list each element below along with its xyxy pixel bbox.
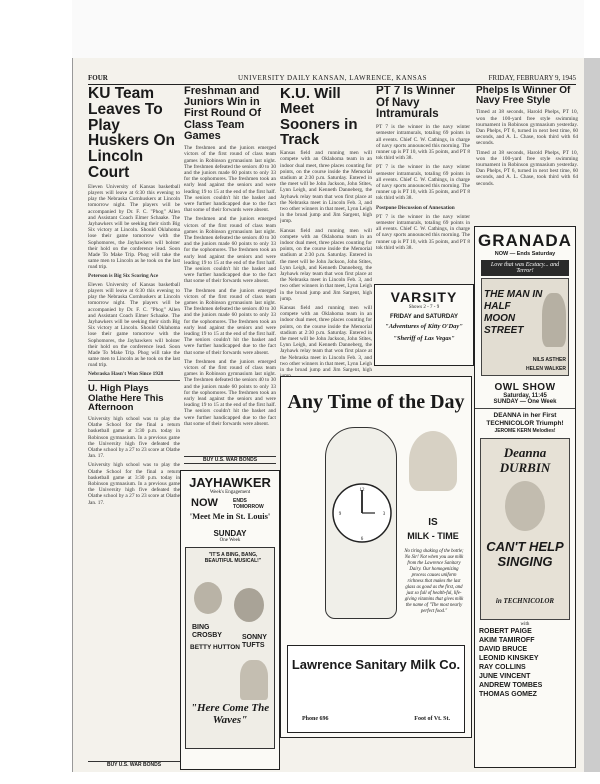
durbin-name: Deanna DURBIN [499,445,551,475]
column-5 [476,86,578,222]
milk-company: Lawrence Sanitary Milk Co. [291,657,461,672]
cast-member: RAY COLLINS [479,664,526,671]
durbin-portrait [505,481,545,531]
article-ku-team-cont: Eleven University of Kansas basketball players will leave at 6:30 this evening to play the Nebraska Cornhuskers at Lincoln tomorrow night. The players will be accompanied by Dr. F. C. "Phog" Allen and Assistant Coach Elmer Schaake. The Jayhawkers will be seeking their sixth Big Six victory at Lincoln. Should Oklahoma lose their game tomorrow with the Sophomores, the Jayhawkers will bolster their hold on the conference lead. Soon Made To Make Trip. Phog will take the same men to Lincoln as he took on the last road trip. [88,281,180,369]
tufts-portrait [240,660,268,700]
milk-time: MILK - TIME [407,531,459,541]
article-freshman-cont2: The freshmen and the juniors emerged victors of the first round of class team games in Robinson gymnasium last night. The freshmen defeated the seniors 40 to 30 and the juniors made 60 points to only 33 for the sophomores. The freshmen took an early lead against the seniors and were leading 19 to 15 at the end of the first half. The seniors couldn't hit the basket and were further handicapped due to the fact that some of their forwards were absent. [184,287,276,356]
article-ku-track-cont: Kansas field and running men will compete with an Oklahoma team in an indoor dual meet, three places counting for points, on the course inside the Memorial stadium at 2:30 p.m. Saturday. Entered in the meet will be John Jackson, John Stites, Lynn Leigh, and Kenneth Danneberg, the Jayhawk relay team that won first place at the Nebraska meet in Lincoln Feb. 3, and two other winners in that meet, Lynn Leigh in the broad jump and Jim Sargent, high jump. [280,227,372,302]
granada-tag: Love that was Ecstacy... and Terror! [481,260,569,276]
headline-ku-track: K.U. Will Meet Sooners in Track [280,86,358,148]
subhead-peterson: Peterson is Big Six Scoring Ace [88,272,159,279]
cast-member: ROBERT PAIGE [479,628,532,635]
half-moon-title: THE MAN IN HALF MOON STREET [484,289,543,336]
one-week-label: One Week [219,538,241,543]
star-crosby: BING CROSBY [192,624,222,639]
page-header [88,74,576,85]
article-pt7: PT 7 is the winner in the navy winter semester intramurals, totaling 69 points in all events. Chief C. W. Cathings, in charge of navy sports announced this morning. The runner up is PT 10, with 35 points, and PT 8 tok third with 38. [376,124,470,162]
column-4 [376,86,470,282]
cast-member: JUNE VINCENT [479,673,531,680]
cast-member: ANDREW TOMBES [479,682,543,689]
svg-text:9: 9 [338,512,342,517]
war-bonds-banner: BUY U.S. WAR BONDS [184,456,276,464]
kern-melodies: JEROME KERN Melodies! [494,428,556,434]
star-asther: NILS ASTHER [532,357,566,363]
ends-label: ENDS TOMORROW [233,498,264,510]
granada-ad [474,226,576,768]
film-title: 'Meet Me in St. Louis' [189,511,271,521]
jayhawker-ad [180,470,280,770]
star-walker: HELEN WALKER [526,366,566,372]
milk-ad [280,376,472,738]
crosby-portrait [194,582,222,614]
column-3 [280,86,372,386]
headline-phelps: Phelps Is Winner Of Navy Free Style [476,86,571,107]
poster-figure [542,293,566,347]
milk-phone: Phone 696 [302,716,329,722]
poster-tagline: "IT'S A BING, BANG, BEAUTIFUL MUSICAL!" [204,552,262,564]
subhead-annexation: Postpone Discussion of Annexation [376,204,455,211]
divider [88,380,180,381]
engagement-tag: Week's Engagement [209,490,251,495]
milk-headline: Any Time of the Day [287,391,465,413]
column-1 [88,86,180,768]
issue-date: FRIDAY, FEBRUARY 9, 1945 [488,74,576,82]
cast-with: with [520,622,530,627]
varsity-ad [374,284,474,366]
article-pt7-cont2: PT 7 is the winner in the navy winter semester intramurals, totaling 69 points in all events. Chief C. W. Cathings, in charge of navy sports announced this morning. The runner up is PT 10, with 35 points, and PT 8 tok third with 38. [376,213,470,251]
article-freshman-cont3: The freshmen and the juniors emerged victors of the first round of class team games in Robinson gymnasium last night. The freshmen defeated the seniors 40 to 30 and the juniors made 60 points to only 33 for the sophomores. The freshmen took an early lead against the seniors and were leading 19 to 15 at the end of the first half. The seniors couldn't hit the basket and were further handicapped due to the fact that some of their forwards were absent. [184,358,276,427]
granada-name: GRANADA [478,231,572,250]
sunday-label: SUNDAY [213,529,247,538]
varsity-days: FRIDAY and SATURDAY [389,314,458,320]
owl-show: OWL SHOW [494,382,556,393]
subhead-nebraska: Nebraska Hasn't Won Since 1928 [88,370,164,377]
varsity-film-1: "Adventures of Kitty O'Day" [385,323,463,330]
cast-member: DAVID BRUCE [479,646,528,653]
paper-name: UNIVERSITY DAILY KANSAN, LAWRENCE, KANSAS [238,74,428,82]
cast-list [479,627,575,699]
granada-now: NOW — Ends Saturday [494,251,556,257]
half-moon-poster [481,278,569,376]
svg-text:3: 3 [382,512,386,517]
milk-is: IS [428,517,438,528]
deanna-headline: DEANNA in her First TECHNICOLOR Triumph! [486,412,564,427]
in-technicolor: in TECHNICOLOR [495,597,555,605]
varsity-film-2: "Sheriff of Las Vegas" [393,335,455,342]
svg-text:6: 6 [360,537,364,542]
now-label: NOW [191,497,218,509]
hutton-portrait [234,588,264,622]
headline-pt7: PT 7 Is Winner Of Navy Intramurals [376,86,456,121]
divider [475,408,575,409]
waves-title: "Here Come The Waves" [190,702,270,726]
woman-illustration [409,431,457,491]
headline-freshman: Freshman and Juniors Win in First Round Of Class Team Games [184,86,261,142]
article-phelps: Timed at 38 seconds, Harold Phelps, PT 10, won the 100-yard free style swimming tournament in Robinson gymnasium yesterday. Dan Phelps, PT 6, turned in next best time, 60 seconds, and A. L. Chase, took third with 64 seconds. [476,109,578,147]
article-phelps-cont: Timed at 38 seconds, Harold Phelps, PT 10, won the 100-yard free style swimming tournament in Robinson gymnasium yesterday. Dan Phelps, PT 6, turned in next best time, 60 seconds, and A. L. Chase, took third with 64 seconds. [476,149,578,187]
article-ku-track-cont2: Kansas field and running men will compete with an Oklahoma team in an indoor dual meet, three places counting for points, on the course inside the Memorial stadium at 2:30 p.m. Saturday. Entered in the meet will be John Jackson, John Stites, Lynn Leigh, and Kenneth Danneberg, the Jayhawk relay team that won first place at the Nebraska meet in Lincoln Feb. 3, and two other winners in that meet, Lynn Leigh in the broad jump and Jim Sargent, high [280,305,372,374]
cast-member: AKIM TAMIROFF [479,637,535,644]
page-edge-shadow [584,58,600,772]
theater-name: JAYHAWKER [189,475,271,490]
milk-company-box [287,645,465,733]
cast-member: THOMAS GOMEZ [479,691,537,698]
svg-text:12: 12 [359,488,365,493]
owl-sunday: SUNDAY — One Week [493,399,557,405]
article-u-high-cont: University high school was to play the Olathe School for the final a return basketball game at 3:30 p.m. today in Robinson gymnasium. In a previous game the University high five defeated the Olathe school by a 27 to 23 score at Olathe Jan. 17. [88,462,180,506]
clock-icon [331,482,393,544]
varsity-shows: Shows 2 - 7 - 9 [408,305,440,310]
article-freshman: The freshmen and the juniors emerged victors of the first round of class team games in Robinson gymnasium last night. The freshmen defeated the seniors 40 to 30 and the juniors made 60 points to only 33 for the sophomores. The freshmen took an early lead against the seniors and were leading 19 to 15 at the end of the first half. The seniors couldn't hit the basket and were further handicapped due to the fact that some of their forwards were absent. [184,145,276,214]
owl-time: Saturday, 11:45 [503,393,547,399]
war-bonds-banner: BUY U.S. WAR BONDS [88,761,180,768]
article-pt7-cont: PT 7 is the winner in the navy winter semester intramurals, totaling 69 points in all events. Chief C. W. Cathings, in charge of navy sports announced this morning. The runner up is PT 10, with 35 points, and PT 8 tok third with 38. [376,164,470,202]
milk-copy: No tiring shaking of the bottle; No Sir! Not when you use milk from the Lawrence Sanitary Dairy. Our homogenizing process causes uniform richness that makes the last glass as good as the first, and just so full of health-ful, life-giving vitamins that gives milk the name of "The most nearly perfect food." [404,549,464,614]
article-u-high: University high school was to play the Olathe School for the final a return basketball game at 3:30 p.m. today in Robinson gymnasium. In a previous game the University high five defeated the Olathe school by a 27 to 23 score at Olathe Jan. 17. [88,415,180,460]
article-ku-team: Eleven University of Kansas basketball players will leave at 6:30 this evening to play the Nebraska Cornhuskers at Lincoln tomorrow night. The players will be accompanied by Dr. F. C. "Phog" Allen and Assistant Coach Elmer Schaake. The Jayhawkers will be seeking their sixth Big Six victory at Lincoln. Should Oklahoma lose their game tomorrow with the Sophomores, the Jayhawkers will bolster their hold on the conference lead. Soon Made To Make Trip. Phog will take the same men to Lincoln as he took on the last road trip. [88,183,180,271]
star-tufts: SONNY TUFTS [242,634,267,649]
cast-member: LEONID KINSKEY [479,655,539,662]
article-ku-track: Kansas field and running men will compete with an Oklahoma team in an indoor dual meet, three places counting for points, on the course inside the Memorial stadium at 2:30 p.m. Saturday. Entered in the meet will be John Jackson, John Stites, Lynn Leigh, and Kenneth Danneberg, the Jayhawk relay team that won first place at the Nebraska meet in Lincoln Feb. 3, and two other winners in that meet, Lynn Leigh in the broad jump and Jim Sargent, high jump. [280,150,372,225]
durbin-title: CAN'T HELP SINGING [486,539,564,569]
durbin-poster [480,438,570,620]
page-number: FOUR [88,74,108,82]
star-hutton: BETTY HUTTON [190,644,240,651]
waves-poster [185,547,275,749]
headline-ku-team: KU Team Leaves To Play Huskers On Lincoln Court [88,86,176,181]
page-top-margin [72,0,584,58]
varsity-name: VARSITY [390,289,458,305]
article-freshman-cont: The freshmen and the juniors emerged victors of the first round of class team games in Robinson gymnasium last night. The freshmen defeated the seniors 40 to 30 and the juniors made 60 points to only 33 for the sophomores. The freshmen took an early lead against the seniors and were leading 19 to 15 at the end of the first half. The seniors couldn't hit the basket and were further handicapped due to the fact that some of their forwards were absent. [184,216,276,285]
headline-u-high: U. High Plays Olathe Here This Afternoon [88,382,164,414]
column-2 [184,86,276,464]
milk-address: Foot of Vt. St. [414,716,450,722]
